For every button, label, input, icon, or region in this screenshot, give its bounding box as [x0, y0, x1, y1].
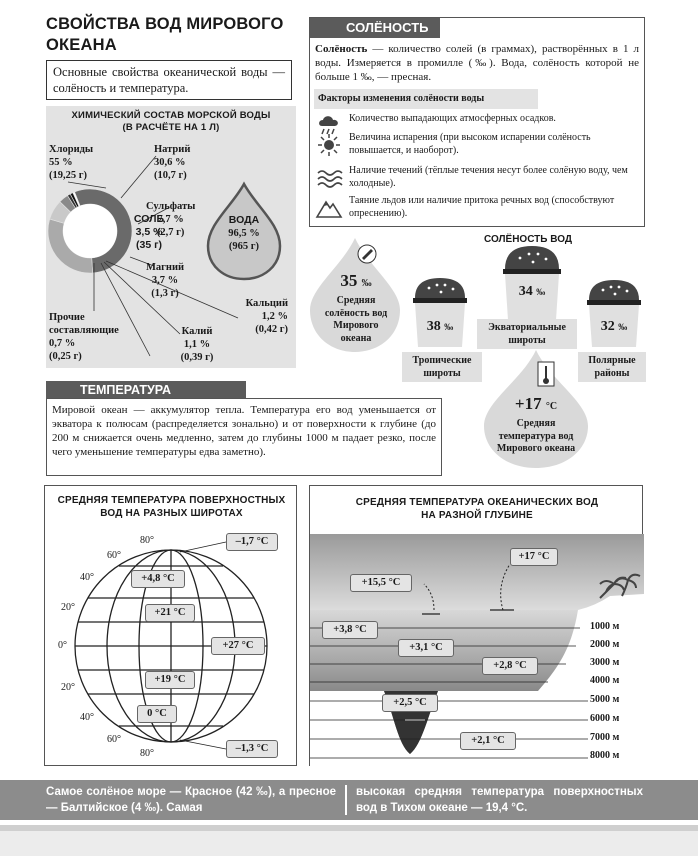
water-name: ВОДА [228, 214, 260, 226]
equatorial-value: 34 [518, 284, 533, 299]
temp-north-temperate: +4,8 °С [131, 570, 185, 588]
chemical-title-line1: ХИМИЧЕСКИЙ СОСТАВ МОРСКОЙ ВОДЫ [71, 110, 271, 121]
depth-temperature-panel [309, 485, 643, 766]
temp-south-temperate: 0 °С [137, 705, 177, 723]
footer-facts [0, 780, 698, 820]
equatorial-unit: ‰ [536, 287, 546, 297]
factor-melting-text: Таяние льдов или наличие притока речных вод (способствуют опреснению). [349, 195, 615, 219]
lat-n80: 80° [140, 535, 154, 546]
temp-south-tropic: +19 °С [145, 671, 195, 689]
temp-south-pole: –1,3 °С [226, 740, 278, 758]
polar-unit: ‰ [618, 322, 628, 332]
globe-diagram [45, 486, 298, 767]
surface-temperature-panel [44, 485, 297, 766]
equatorial-salinity-value [507, 284, 557, 300]
depth-2000: 2000 м [590, 639, 620, 650]
polar-salinity-value [589, 319, 639, 335]
sulfates-name: Сульфаты [146, 201, 196, 212]
lat-s60: 60° [107, 734, 121, 745]
chemical-composition-panel [46, 106, 296, 368]
potassium-percent: 1,1 % [183, 339, 211, 350]
magnesium-grams: (1,3 г) [151, 288, 179, 299]
temperature-text: Мировой океан — аккумулятор тепла. Температура его вод уменьшается от экватора к полюсам (распределяется зонально) и от поверхности к глубине (до 200 м снижается очень медленно, затем до глубины 1000 м падает резко, после чего уменьшение температуры едва заметно). [46, 398, 442, 476]
salt-grams: (35 г) [136, 239, 162, 251]
temp-equator: +27 °С [211, 637, 265, 655]
page-title: СВОЙСТВА ВОД МИРОВОГО ОКЕАНА [46, 15, 284, 54]
tropical-value: 38 [426, 319, 441, 334]
donut-hole [63, 204, 117, 258]
depth-1000: 1000 м [590, 621, 620, 632]
factor-currents [315, 164, 641, 193]
salinity-definition-text: — количество солей (в граммах), растворённых в 1 л воды. Измеряется в промилле (‰). Вода, солёность которой не больше 1 ‰, — пресная. [315, 43, 639, 83]
footer-divider [345, 785, 347, 815]
sun-icon [315, 131, 343, 159]
temp-north-pole: –1,7 °С [226, 533, 278, 551]
average-temperature-text [485, 395, 587, 456]
magnesium-name: Магний [146, 262, 185, 273]
polar-label: Полярные районы [578, 352, 646, 382]
potassium-grams: (0,39 г) [180, 352, 214, 363]
average-salinity-text [308, 272, 404, 345]
depth-8000: 8000 м [590, 750, 620, 761]
salt-percent: 3,5 % [135, 226, 163, 238]
depth-5000: 5000 м [590, 694, 620, 705]
salinity-definition [315, 42, 639, 84]
globe-title-line1: СРЕДНЯЯ ТЕМПЕРАТУРА ПОВЕРХНОСТНЫХ [57, 495, 286, 506]
calcium-name: Кальций [245, 298, 288, 309]
avg-temp-value: +17 [514, 394, 542, 413]
salinity-term: Солёность [315, 43, 368, 55]
chlorides-name: Хлориды [49, 144, 94, 155]
waves-icon [315, 164, 343, 192]
temp-surface-b: +15,5 °С [350, 574, 412, 592]
equatorial-shaker [503, 246, 561, 320]
salt-name: СОЛЬ [133, 213, 165, 225]
tropical-salinity-value [415, 319, 465, 335]
sodium-percent: 30,6 % [154, 157, 186, 168]
sodium-name: Натрий [154, 144, 191, 155]
mountain-icon [315, 194, 343, 222]
lat-n20: 20° [61, 602, 75, 613]
factor-evaporation-text: Величина испарения (при высоком испарении солёность повышается, и наоборот). [349, 132, 591, 156]
tropical-unit: ‰ [444, 322, 454, 332]
magnesium-label [146, 261, 184, 300]
sulfates-grams: (2,7 г) [156, 227, 185, 238]
sulfates-percent: 7,7 % [157, 214, 184, 225]
avg-temp-unit: °С [545, 401, 558, 412]
other-percent: 0,7 % [49, 338, 76, 349]
salinity-header: СОЛЁНОСТЬ [310, 18, 440, 38]
average-salinity-value: 35 [340, 271, 358, 290]
potassium-name: Калий [181, 326, 213, 337]
temp-depth-5000: +2,5 °С [382, 694, 438, 712]
depth-7000: 7000 м [590, 732, 620, 743]
avg-temp-label: Средняя температура вод Мирового океана [496, 418, 576, 454]
lat-s20: 20° [61, 682, 75, 693]
chlorides-label [49, 143, 93, 182]
lat-equator: 0° [58, 640, 67, 651]
other-components-label [49, 311, 119, 363]
other-grams: (0,25 г) [49, 351, 82, 362]
tropical-label: Тропические широты [402, 352, 482, 382]
other-name-line1: Прочие [49, 312, 85, 323]
factor-evaporation [315, 131, 641, 160]
water-grams: (965 г) [228, 241, 260, 252]
temp-depth-2000: +3,1 °С [398, 639, 454, 657]
chlorides-percent: 55 % [49, 157, 73, 168]
lat-s40: 40° [80, 712, 94, 723]
average-salinity-unit: ‰ [361, 278, 372, 289]
other-name-line2: составляющие [49, 325, 119, 336]
lat-n60: 60° [107, 550, 121, 561]
chemical-title-line2: (В РАСЧЁТЕ НА 1 Л) [122, 122, 220, 133]
depth-3000: 3000 м [590, 657, 620, 668]
globe-title-line2: ВОД НА РАЗНЫХ ШИРОТАХ [100, 508, 243, 519]
calcium-grams: (0,42 г) [255, 324, 288, 335]
temperature-header: ТЕМПЕРАТУРА [46, 381, 246, 399]
bottom-strip [0, 825, 698, 856]
temp-depth-1000: +3,8 °С [322, 621, 378, 639]
depth-title-line2: НА РАЗНОЙ ГЛУБИНЕ [421, 510, 533, 521]
temp-depth-3000: +2,8 °С [482, 657, 538, 675]
water-label [209, 214, 279, 253]
polar-shaker [587, 280, 641, 347]
main-properties-box [46, 60, 292, 100]
sodium-grams: (10,7 г) [154, 170, 187, 181]
sulfates-label [146, 200, 195, 239]
main-properties-text: Основные свойства океанической воды — солёность и температура. [53, 65, 285, 95]
depth-6000: 6000 м [590, 713, 620, 724]
potassium-label [174, 325, 220, 364]
salinity-box [309, 17, 645, 227]
tropical-shaker [413, 278, 467, 347]
factor-melting [315, 194, 641, 223]
temp-depth-7000: +2,1 °С [460, 732, 516, 750]
polar-value: 32 [600, 319, 615, 334]
footer-fact-right: высокая средняя температура поверхностных вод в Тихом океане — 19,4 °С. [356, 786, 643, 814]
calcium-percent: 1,2 % [261, 311, 288, 322]
salinity-zones-title: СОЛЁНОСТЬ ВОД [484, 234, 572, 245]
average-salinity-label: Средняя солёность вод Мирового океана [324, 295, 388, 344]
temp-surface-a: +17 °С [510, 548, 558, 566]
depth-title-line1: СРЕДНЯЯ ТЕМПЕРАТУРА ОКЕАНИЧЕСКИХ ВОД [355, 497, 599, 508]
factor-currents-text: Наличие течений (тёплые течения несут более солёную воду, чем холодные). [349, 165, 628, 189]
water-percent: 96,5 % [228, 228, 260, 239]
factors-header: Факторы изменения солёности воды [314, 89, 538, 109]
lat-n40: 40° [80, 572, 94, 583]
calcium-label [236, 297, 288, 336]
factor-precipitation-text: Количество выпадающих атмосферных осадков. [349, 113, 556, 124]
equatorial-label: Экваториальные широты [477, 319, 577, 349]
magnesium-percent: 3,7 % [151, 275, 179, 286]
chlorides-grams: (19,25 г) [49, 170, 88, 181]
depth-4000: 4000 м [590, 675, 620, 686]
lat-s80: 80° [140, 748, 154, 759]
footer-fact-left: Самое солёное море — Красное (42 ‰), а пресное — Балтийское (4 ‰). Самая [46, 786, 336, 814]
temp-north-tropic: +21 °С [145, 604, 195, 622]
sodium-label [154, 143, 190, 182]
